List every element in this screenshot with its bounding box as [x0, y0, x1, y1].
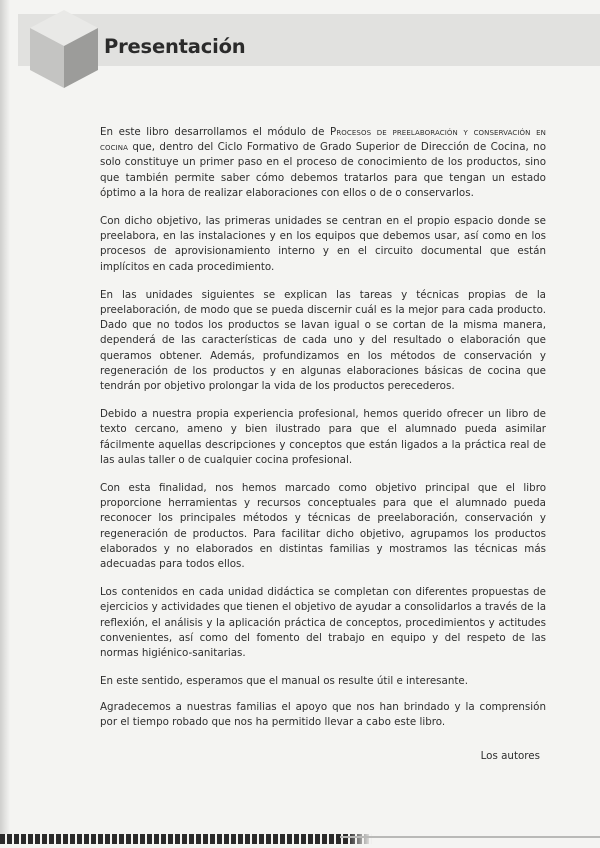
- paragraph-3: En las unidades siguientes se explican las tareas y técnicas propias de la preelaboración, de modo que se pueda discernir cuál es la mejor para cada producto. Dado que no todos los productos se lavan igual o se cortan de la misma manera, dependerá de las características de cada uno y del resultado o elaboración que queramos obtener. Además, profundizamos en los métodos de conservación y regeneración de los productos y en algunas elaboraciones básicas de cocina que tendrán por objetivo prolongar la vida de los productos perecederos.: [100, 288, 546, 393]
- cube-icon: [28, 8, 100, 90]
- paragraph-5: Con esta finalidad, nos hemos marcado como objetivo principal que el libro proporcione herramientas y recursos conceptuales para que el alumnado pueda reconocer los principales métodos y técnicas de preelaboración, conservación y regeneración de productos. Para facilitar dicho objetivo, agrupamos los productos elaborados y no elaborados en distintas familias y mostramos las técnicas más adecuadas para todos ellos.: [100, 482, 546, 571]
- paragraph-7: En este sentido, esperamos que el manual os resulte útil e interesante.: [100, 675, 469, 688]
- paragraph-8: Agradecemos a nuestras familias el apoyo que nos han brindado y la comprensión por el tiempo robado que nos ha permitido llevar a cabo este libro.: [100, 700, 546, 728]
- signature: Los autores: [480, 750, 540, 762]
- paragraph-6: Los contenidos en cada unidad didáctica se completan con diferentes propuestas de ejercicios y actividades que tienen el objetivo de ayudar a consolidarlos a través de la reflexión, el análisis y la aplicación práctica de conceptos, procedimientos y actitudes convenientes, así como del fomento del trabajo en equipo y del respeto de las normas higiénico-sanitarias.: [100, 586, 546, 660]
- module-name: Procesos de preelaboración y conservación en cocina: [100, 126, 546, 154]
- paragraph-1: [100, 125, 546, 201]
- page-title: Presentación: [104, 35, 246, 58]
- body-text: [100, 125, 546, 743]
- paragraph-2: Con dicho objetivo, las primeras unidades se centran en el propio espacio donde se preelabora, en las instalaciones y en los equipos que debemos usar, así como en los procesos de aprovisionamiento interno y en el circuito documental que están implícitos en cada procedimiento.: [100, 215, 546, 273]
- scan-bottom-line: [340, 836, 600, 838]
- paragraph-4: Debido a nuestra propia experiencia profesional, hemos querido ofrecer un libro de texto cercano, ameno y bien ilustrado para que el alumnado pueda asimilar fácilmente aquellas descripciones y conceptos que están ligados a la práctica real de las aulas taller o de cualquier cocina profesional.: [100, 408, 546, 466]
- scan-edge-shadow: [0, 0, 10, 848]
- paragraph-1-end: que, dentro del Ciclo Formativo de Grado Superior de Dirección de Cocina, no solo constituye un primer paso en el proceso de conocimiento de los productos, sino que también permite saber cómo debemos tratarlos para que tengan un estado óptimo a la hora de realizar elaboraciones con ellos o de o conservarlos.: [100, 141, 546, 199]
- paragraph-1-start: En este libro desarrollamos el módulo de: [100, 126, 331, 138]
